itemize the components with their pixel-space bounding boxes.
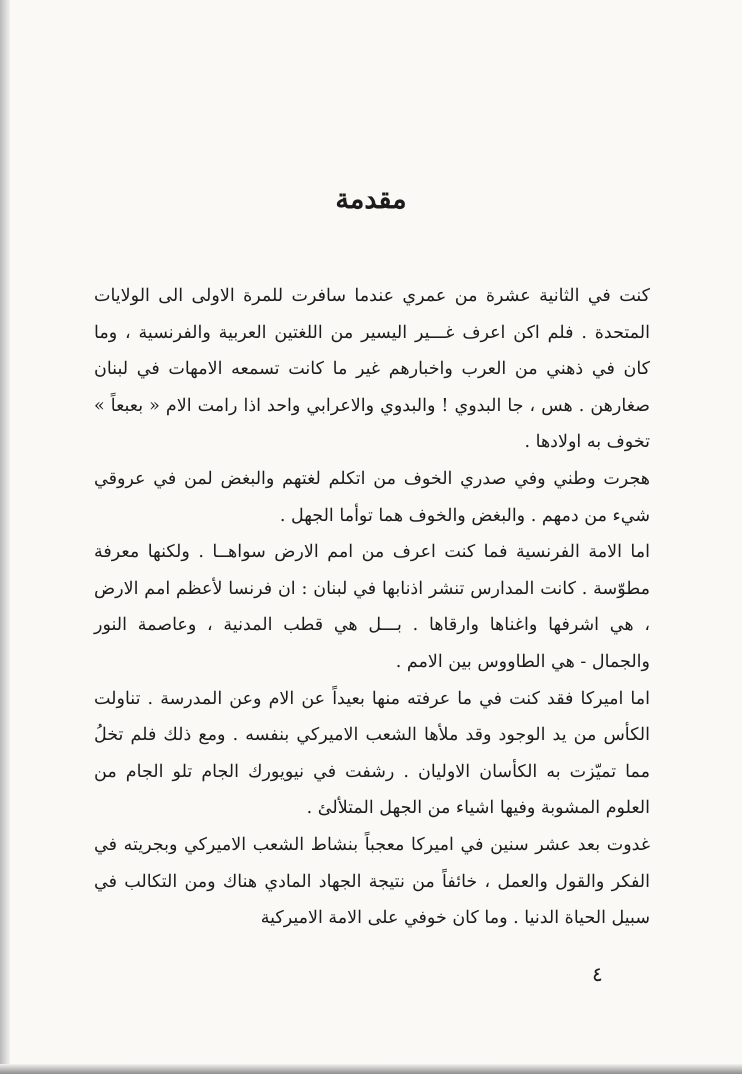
body-text bbox=[94, 278, 650, 937]
paragraph-4: اما اميركا فقد كنت في ما عرفته منها بعيداً عن الام وعن المدرسة . تناولت الكأس من يد الوجود وقد ملأها الشعب الاميركي بنفسه . ومع ذلك فلم تخلُ مما تميّزت به الكأسان الاوليان . رشفت في نيويورك الجام تلو الجام من العلوم المشوبة وفيها اشياء من الجهل المتلألئ . bbox=[94, 688, 650, 819]
page-binding-edge bbox=[0, 0, 10, 1074]
paragraph-1: كنت في الثانية عشرة من عمري عندما سافرت للمرة الاولى الى الولايات المتحدة . فلم اكن اعرف غـــير اليسير من اللغتين العربية والفرنسية ، وما كان في ذهني من العرب واخبارهم غير ما كانت تسمعه الامهات في لبنان صغارهن . هس ، جا البدوي ! والبدوي والاعرابي واحد اذا رامت الام « بعبعاً » تخوف به اولادها . bbox=[94, 286, 650, 453]
paragraph-5: غدوت بعد عشر سنين في اميركا معجباً بنشاط الشعب الاميركي وبجريته في الفكر والقول والعمل ، خائفاً من نتيجة الجهاد المادي هناك ومن التكالب في سبيل الحياة الدنيا . وما كان خوفي على الامة الاميركية bbox=[94, 834, 650, 929]
page-bottom-edge bbox=[0, 1064, 742, 1074]
page-number: ٤ bbox=[592, 962, 603, 986]
paragraph-2: هجرت وطني وفي صدري الخوف من اتكلم لغتهم والبغض لمن في عروقي شيء من دمهم . والبغض والخوف هما توأما الجهل . bbox=[94, 468, 650, 526]
page-title: مقدمة bbox=[335, 184, 407, 215]
paragraph-3: اما الامة الفرنسية فما كنت اعرف من امم الارض سواهــا . ولكنها معرفة مطوّسة . كانت المدارس تنشر اذنابها في لبنان : ان فرنسا لأعظم امم الارض ، هي اشرفها واغناها وارقاها . بـــل هي قطب المدنية ، وعاصمة النور والجمال - هي الطاووس بين الامم . bbox=[94, 542, 650, 672]
